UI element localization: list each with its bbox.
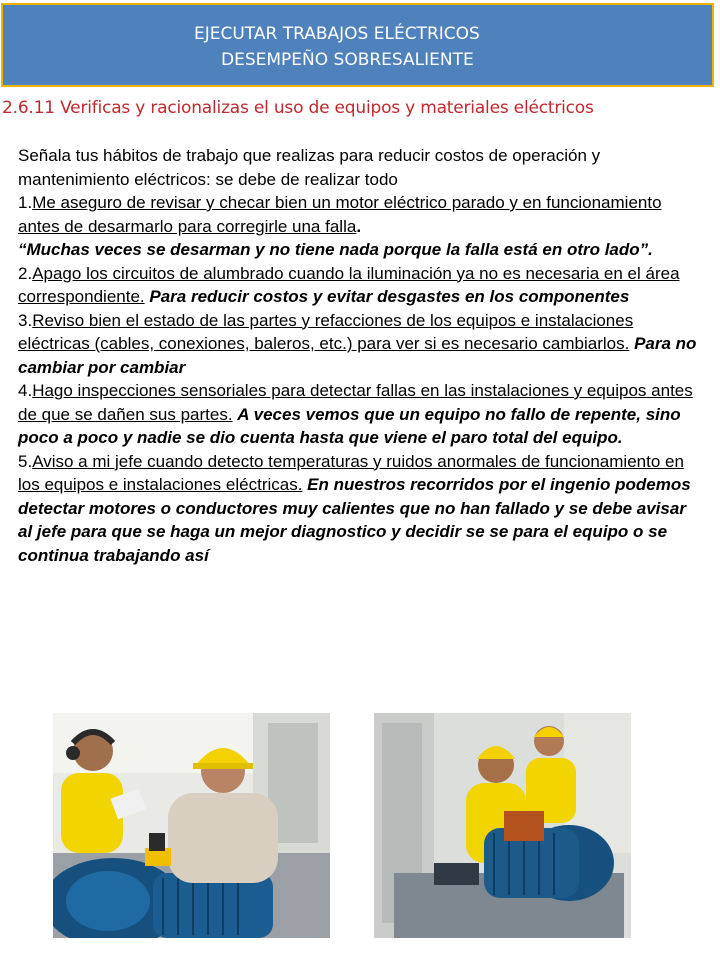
item-habit: Aviso a mi jefe cuando detecto temperaturas y ruidos anormales de funcionamiento en los equipos e instalaciones eléctricas. [18, 451, 684, 494]
item-habit: Reviso bien el estado de las partes y refacciones de los equipos e instalaciones eléctricas (cables, conexiones, baleros, etc.) para ver si es necesario cambiarlos. [18, 310, 634, 353]
item-number: 2. [18, 263, 33, 283]
item-habit: Me aseguro de revisar y checar bien un motor eléctrico parado y en funcionamiento antes de desarmarlo para corregirle una falla [18, 193, 662, 236]
list-item [18, 262, 703, 309]
item-note: Para no cambiar por cambiar [18, 334, 697, 377]
list-item [18, 191, 703, 262]
list-item [18, 379, 703, 450]
photo-workers-testing-motor [374, 713, 631, 938]
item-note: A veces vemos que un equipo no fallo de repente, sino poco a poco y nadie se dio cuenta hasta que viene el paro total del equipo. [18, 404, 681, 447]
item-note: En nuestros recorridos por el ingenio podemos detectar motores o conductores muy calientes que no han fallado y se debe avisar al jefe para que se haga un mejor diagnostico y decidir se se para el equipo o se continua trabajando así [18, 475, 691, 565]
intro-text: Señala tus hábitos de trabajo que realizas para reducir costos de operación y mantenimiento eléctricos: se debe de realizar todo [18, 146, 601, 189]
body-text [18, 144, 703, 567]
list-item [18, 309, 703, 380]
header-banner [1, 3, 714, 87]
item-number: 5. [18, 451, 33, 471]
item-habit: Hago inspecciones sensoriales para detectar fallas en las instalaciones y equipos antes de que se dañen sus partes. [18, 381, 693, 424]
item-note: Para reducir costos y evitar desgastes en los componentes [149, 287, 630, 306]
item-number: 4. [18, 381, 33, 400]
item-separator: . [356, 216, 362, 236]
item-note: “Muchas veces se desarman y no tiene nada porque la falla está en otro lado”. [18, 240, 653, 259]
header-title: EJECUTAR TRABAJOS ELÉCTRICOS [194, 24, 480, 44]
item-habit: Apago los circuitos de alumbrado cuando la iluminación ya no es necesaria en el área correspondiente. [18, 263, 680, 306]
header-subtitle: DESEMPEÑO SOBRESALIENTE [221, 50, 474, 70]
photo-workers-inspecting-motor [53, 713, 330, 938]
item-number: 3. [18, 310, 33, 330]
list-item [18, 450, 703, 568]
item-number: 1. [18, 193, 33, 212]
section-title: 2.6.11 Verificas y racionalizas el uso de equipos y materiales eléctricos [2, 98, 594, 118]
